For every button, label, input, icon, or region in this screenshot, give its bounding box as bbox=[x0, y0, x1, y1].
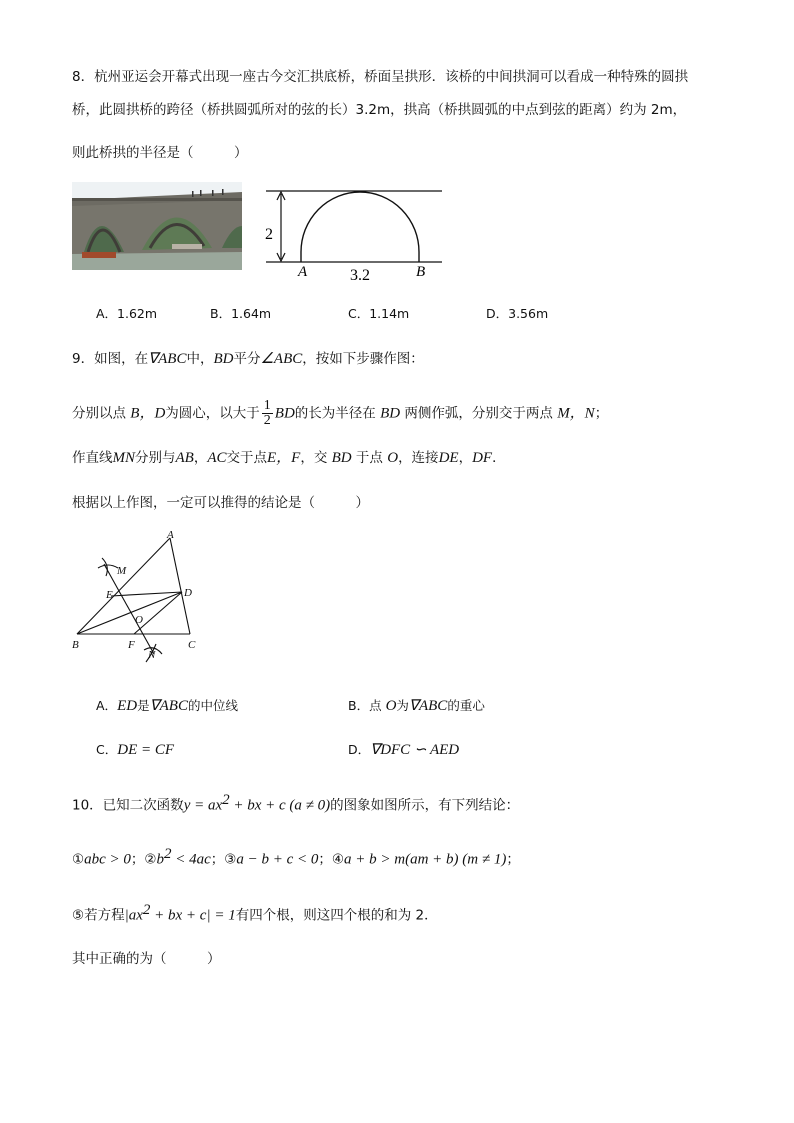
q9-line-2: 分别以点 B，D为圆心，以大于 $\frac{1}{2}$ BD的长为半径在 BD 两侧作弧，分别交于两点 M，N； bbox=[72, 398, 609, 428]
q8-line-2: 桥，此圆拱桥的跨径（桥拱圆弧所对的弦的长）3.2m，拱高（桥拱圆弧的中点到弦的距离）约为 2m， bbox=[72, 102, 687, 118]
q10-line-4: 其中正确的为（ ） bbox=[72, 951, 221, 967]
triangle-construction-figure bbox=[66, 530, 216, 670]
q10-line-2: ①abc > 0；$②b^2 < 4ac$；③a − b + c < 0；④a + b > m(am + b) (m ≠ 1)； bbox=[72, 846, 520, 868]
fig-label-f: F bbox=[128, 639, 135, 651]
fig-label-c: C bbox=[188, 639, 196, 651]
arch-height-label: 2 bbox=[265, 226, 273, 243]
fig-label-b: B bbox=[72, 639, 79, 651]
q9-option-a: A．ED是∇ABC的中位线 bbox=[96, 698, 238, 714]
q9-line-4: 根据以上作图，一定可以推得的结论是（ ） bbox=[72, 495, 369, 511]
fig-label-a: A bbox=[167, 530, 174, 541]
q8-option-b: B．1.64m bbox=[210, 306, 272, 321]
q10-line-3: ⑤若方程$|ax^2$ + bx + c| = 1有四个根，则这四个根的和为 2． bbox=[72, 902, 438, 924]
fraction-one-half: $\frac{1}{2}$ bbox=[263, 398, 271, 428]
q8-line-3: 则此桥拱的半径是（ ） bbox=[72, 145, 248, 161]
arch-chord-label: 3.2 bbox=[350, 267, 370, 284]
arch-point-a: A bbox=[298, 264, 308, 280]
arch-diagram bbox=[260, 180, 450, 285]
q10-line-1: 10．已知二次函数$y = ax^2$ + bx + c (a ≠ 0)的图象如图所示，有下列结论： bbox=[72, 792, 520, 814]
fig-label-o: O bbox=[135, 614, 143, 626]
q8-option-c: C．1.14m bbox=[348, 306, 410, 321]
bridge-photo bbox=[72, 182, 242, 270]
q8-line-1: 8．杭州亚运会开幕式出现一座古今交汇拱底桥，桥面呈拱形．该桥的中间拱洞可以看成一种特殊的圆拱 bbox=[72, 69, 689, 85]
q9-option-b: B．点 O为∇ABC的重心 bbox=[348, 698, 485, 714]
q9-option-d: D．∇DFC ∽ AED bbox=[348, 742, 460, 758]
fig-label-d: D bbox=[184, 587, 192, 599]
q9-line-1: 9．如图，在∇ABC中，BD平分∠ABC，按如下步骤作图： bbox=[72, 351, 424, 367]
arch-point-b: B bbox=[416, 264, 426, 280]
q8-option-d: D．3.56m bbox=[486, 306, 549, 321]
q8-option-a: A．1.62m bbox=[96, 306, 158, 321]
q9-line-3: 作直线MN分别与AB，AC交于点E，F，交 BD 于点 O，连接DE，DF． bbox=[72, 450, 506, 466]
fig-label-m: M bbox=[117, 565, 127, 577]
fig-label-n: N bbox=[148, 649, 156, 661]
q9-option-c: C．DE = CF bbox=[96, 742, 175, 758]
fig-label-e: E bbox=[106, 589, 113, 601]
